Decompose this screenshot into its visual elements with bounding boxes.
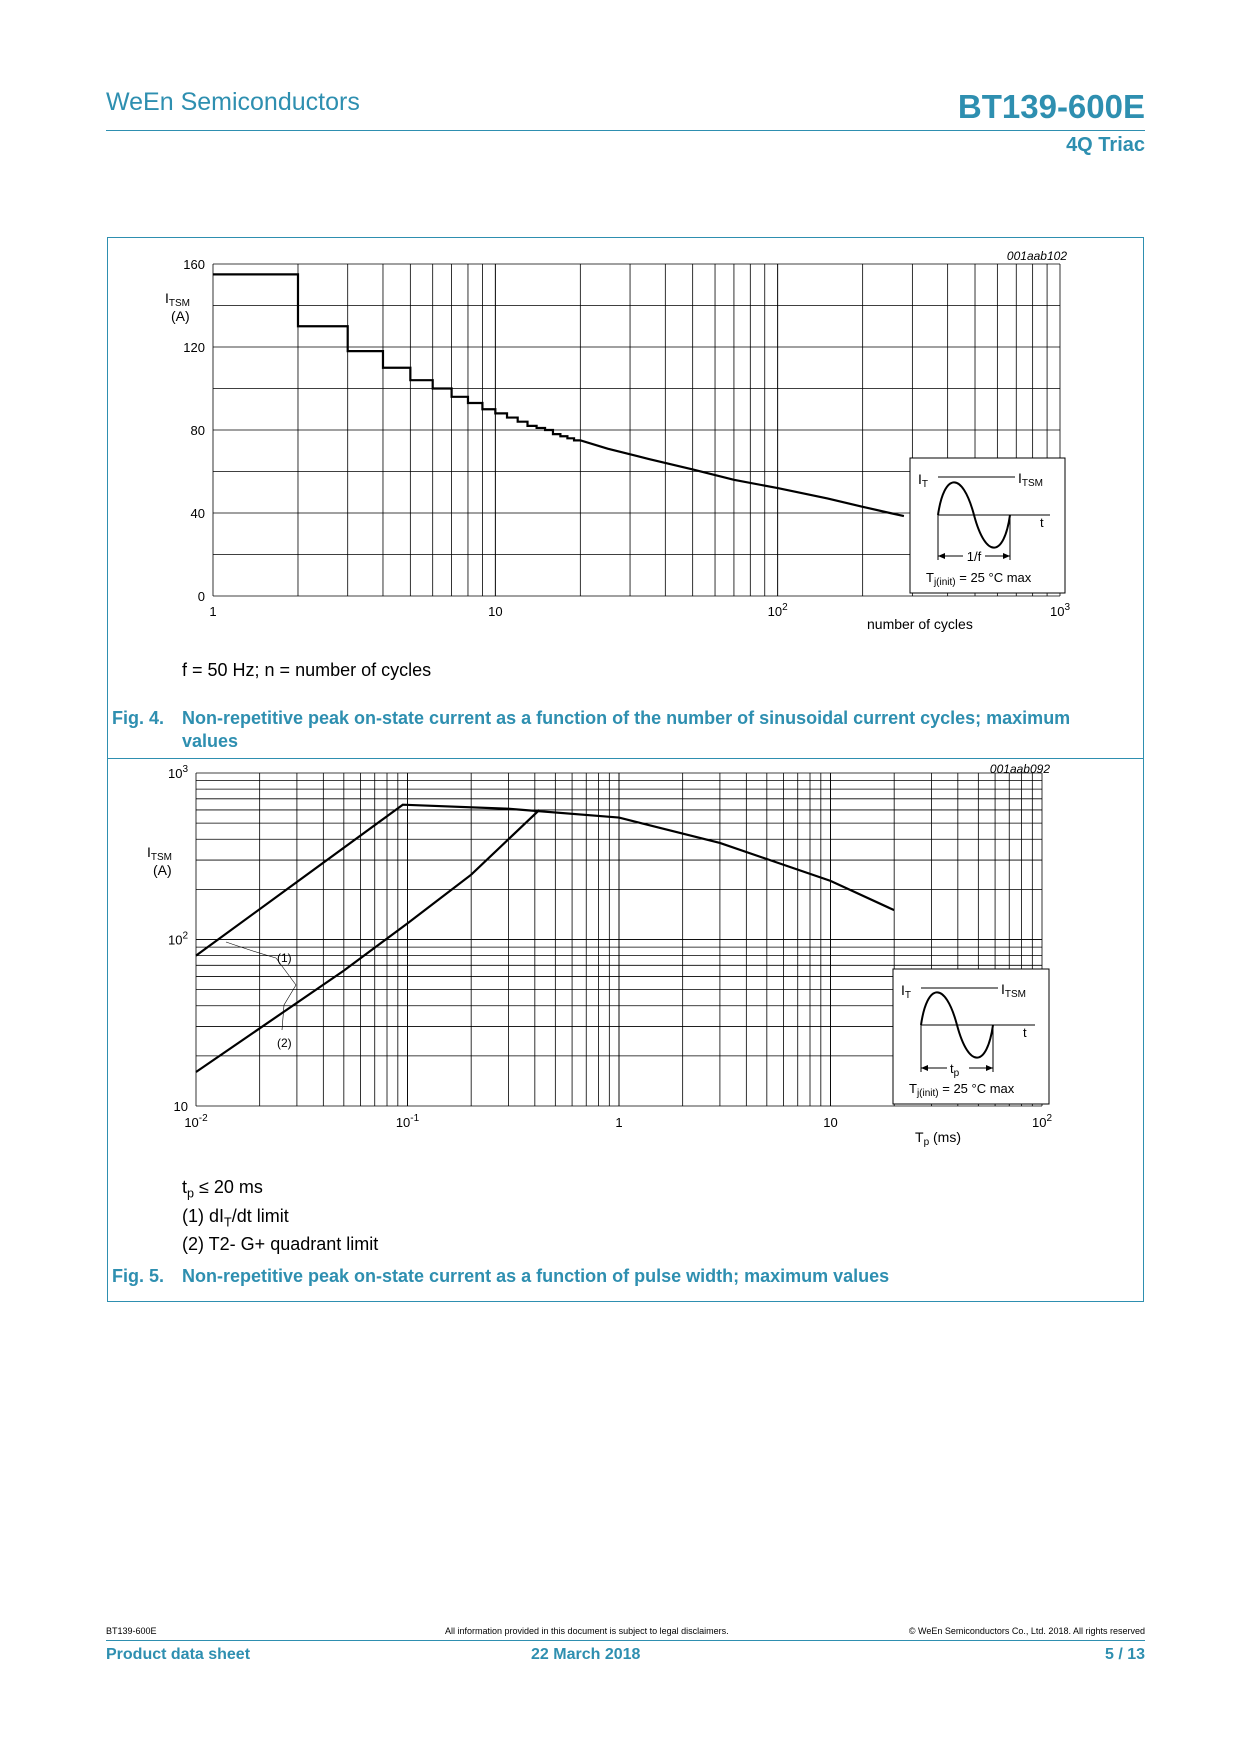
fig5-x-tick-labels bbox=[184, 1113, 1052, 1130]
footer-divider bbox=[106, 1640, 1145, 1641]
fig5-y-tick: 10 bbox=[173, 1099, 188, 1114]
fig5-y-tick-labels bbox=[168, 764, 188, 1114]
fig5-series-1 bbox=[196, 805, 894, 956]
fig4-caption-line1: Non-repetitive peak on-state current as a function of the number of sinusoidal current cycles; maximum bbox=[182, 708, 1071, 728]
fig4-y-tick: 80 bbox=[190, 423, 205, 438]
fig4-y-tick: 40 bbox=[190, 506, 205, 521]
fig5-x-label: $T_p$ (ms) bbox=[915, 1129, 962, 1148]
fig5-notes bbox=[182, 1176, 378, 1255]
footer-date: 22 March 2018 bbox=[531, 1646, 641, 1663]
fig5-note-1: $t_p \le 20$ ms bbox=[182, 1177, 263, 1201]
fig4-y-label: $I_{TSM}$ bbox=[165, 290, 190, 309]
svg-text:1/f: 1/f bbox=[966, 549, 982, 564]
svg-text:ITSM: $I_{TSM}$ bbox=[1001, 981, 1026, 1000]
svg-text:IT: $I_T$ bbox=[918, 471, 928, 490]
fig4-y-unit: (A) bbox=[171, 308, 190, 324]
fig5-annotation-1: (1) bbox=[277, 951, 292, 965]
fig5-series bbox=[196, 805, 894, 1072]
fig4-x-tick: $10^3$ bbox=[1049, 602, 1071, 619]
fig5-x-tick: $10^{-2}$ bbox=[184, 1113, 208, 1130]
fig5-note-3: (2) T2- G+ quadrant limit bbox=[182, 1234, 379, 1255]
svg-text:t: t bbox=[1023, 1025, 1027, 1040]
footer-legal: All information provided in this document is subject to legal disclaimers. bbox=[445, 1626, 729, 1636]
fig4-code: 001aab102 bbox=[1006, 249, 1067, 263]
fig5-y-tick: $10^3$ bbox=[167, 764, 188, 781]
svg-text:tp: $t_p$ bbox=[950, 1061, 960, 1079]
svg-text:IT: $I_T$ bbox=[901, 982, 911, 1001]
fig5-y-label: $I_{TSM}$ bbox=[147, 844, 172, 863]
footer-page: 5 / 13 bbox=[1104, 1646, 1145, 1663]
company-name: WeEn Semiconductors bbox=[106, 88, 360, 116]
fig5-y-unit: (A) bbox=[153, 862, 172, 878]
svg-text:Tj(init) = 25 °C max: $T_{j(init)} = 25$ °C max bbox=[909, 1081, 1015, 1099]
fig5-x-tick: 10 bbox=[823, 1115, 838, 1130]
fig4-y-tick: 160 bbox=[183, 257, 205, 272]
fig4-note: f = 50 Hz; n = number of cycles bbox=[182, 660, 432, 680]
fig4-x-tick: $10^2$ bbox=[767, 602, 788, 619]
fig5-x-tick: $10^2$ bbox=[1031, 1113, 1053, 1130]
fig5-caption-label: Fig. 5. bbox=[112, 1266, 165, 1286]
fig5-caption-line1: Non-repetitive peak on-state current as a function of pulse width; maximum values bbox=[182, 1266, 890, 1286]
device-type: 4Q Triac bbox=[1066, 134, 1145, 156]
footer-doc-type: Product data sheet bbox=[106, 1646, 251, 1663]
fig4-x-label: number of cycles bbox=[867, 616, 973, 632]
fig4-caption-line2: values bbox=[182, 731, 239, 751]
fig5-inset bbox=[893, 969, 1049, 1104]
fig5-note-2: (1) $dI_T/dt$ limit bbox=[182, 1205, 289, 1230]
fig4-y-tick: 120 bbox=[183, 340, 205, 355]
fig5-series-2 bbox=[196, 810, 539, 1072]
fig4-x-tick: 10 bbox=[488, 604, 503, 619]
fig4-caption-label: Fig. 4. bbox=[112, 708, 165, 728]
fig4-x-tick: 1 bbox=[209, 604, 217, 619]
svg-text:Tj(init) = 25 °C max: $T_{j(init)} = 25$ °C max bbox=[926, 570, 1032, 588]
fig5-y-tick: $10^2$ bbox=[167, 930, 188, 948]
fig4-y-tick: 0 bbox=[197, 589, 205, 604]
footer-doc-id: BT139-600E bbox=[106, 1626, 157, 1636]
footer-copyright: © WeEn Semiconductors Co., Ltd. 2018. All rights reserved bbox=[908, 1626, 1145, 1636]
fig5-code: 001aab092 bbox=[989, 762, 1050, 776]
fig5-x-tick: $10^{-1}$ bbox=[395, 1113, 420, 1130]
fig5-annotations bbox=[226, 942, 296, 1050]
fig5-x-tick: 1 bbox=[615, 1115, 623, 1130]
svg-text:t: t bbox=[1040, 515, 1044, 530]
fig5-annotation-2: (2) bbox=[277, 1036, 292, 1050]
svg-text:ITSM: $I_{TSM}$ bbox=[1018, 470, 1043, 489]
part-number: BT139-600E bbox=[957, 88, 1145, 125]
